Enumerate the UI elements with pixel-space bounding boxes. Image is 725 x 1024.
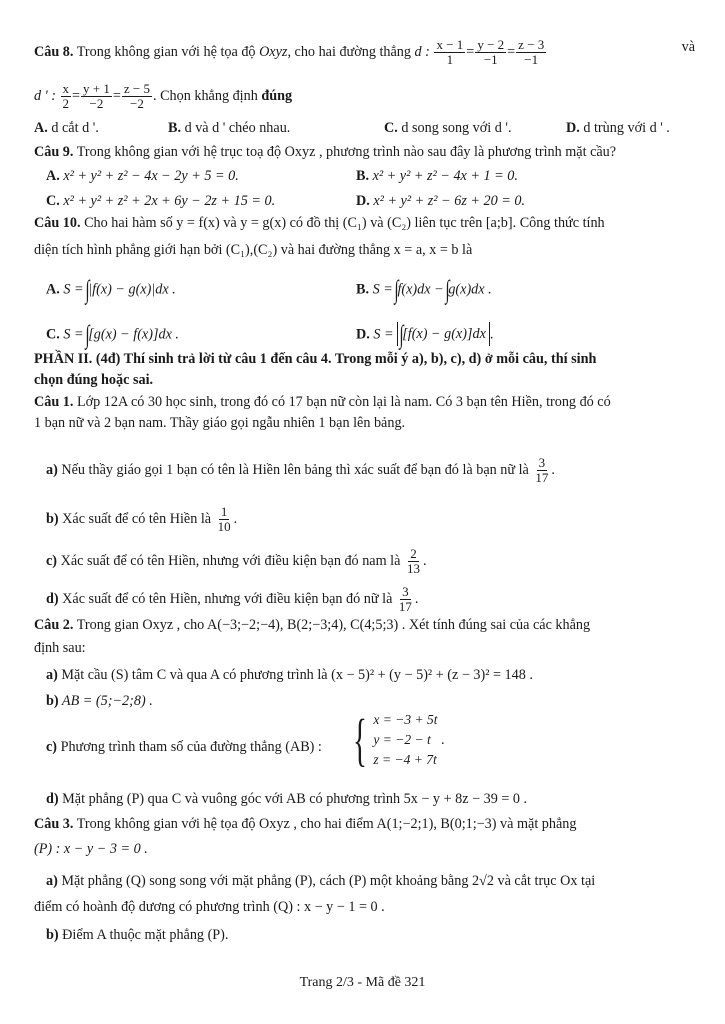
q10-option-b: B. S = ∫f(x)dx − ∫g(x)dx . xyxy=(356,275,492,304)
integral-sign: ∫ xyxy=(394,275,400,304)
q8-option-c: C. d song song với d '. xyxy=(384,120,512,136)
integral-sign: ∫ xyxy=(445,275,450,304)
p1-item-d: d) Xác suất để có tên Hiền, nhưng với điều kiện bạn đó nữ là $\frac{3}{17}$ . xyxy=(46,584,419,614)
p2-item-a: a) Mặt cầu (S) tâm C và qua A có phương trình là (x − 5)² + (y − 5)² + (z − 3)² = 148 . xyxy=(46,667,533,683)
q8-option-d: D. d trùng với d ' . xyxy=(566,120,670,136)
brace-icon: { xyxy=(352,707,367,772)
integral-sign: ∫ xyxy=(85,275,90,304)
part2-heading: PHẦN II. (4đ) Thí sinh trả lời từ câu 1 đến câu 4. Trong mỗi ý a), b), c), d) ở mỗi câu, thí sinh xyxy=(34,351,597,367)
q8-d-name: d : xyxy=(414,43,430,60)
q8-label: Câu 8. xyxy=(34,43,74,60)
p3-item-a: a) Mặt phẳng (Q) song song với mặt phẳng (P), cách (P) một khoảng bằng 2√2 và cắt trục Ox tại xyxy=(46,873,596,889)
q8-frac2: $\frac{y - 2}{-1}$ xyxy=(477,37,505,67)
q10-option-d: D. S = ∫[f(x) − g(x)]dx . xyxy=(356,320,494,349)
q8-frac3: $\frac{z - 3}{-1}$ xyxy=(518,37,545,67)
p1-item-b: b) Xác suất để có tên Hiền là $\frac{1}{10}$ . xyxy=(46,504,238,534)
q9-question: Câu 9. Trong không gian với hệ trục toạ độ Oxyz , phương trình nào sau đây là phương trình mặt cầu? xyxy=(34,144,617,160)
q9-option-a: A. x² + y² + z² − 4x − 2y + 5 = 0. xyxy=(46,168,239,184)
q8-frac5: $\frac{y + 1}{-2}$ xyxy=(83,81,110,111)
p2-line1: Câu 2. Trong gian Oxyz , cho A(−3;−2;−4), B(2;−3;4), C(4;5;3) . Xét tính đúng sai của các khẳng xyxy=(34,617,591,633)
p3-line2: (P) : x − y − 3 = 0 . xyxy=(34,841,148,857)
q8-tail: . Chọn khẳng định xyxy=(152,87,262,104)
q10-option-a: A. S = ∫|f(x) − g(x)|dx . xyxy=(46,275,176,304)
p3-item-a-cont: điểm có hoành độ dương có phương trình (Q) : x − y − 1 = 0 . xyxy=(34,899,385,915)
p1-item-c: c) Xác suất để có tên Hiền, nhưng với điều kiện bạn đó nam là $\frac{2}{13}$ . xyxy=(46,546,427,576)
q8-oxyz: Oxyz xyxy=(259,43,288,60)
q8-tail-bold: đúng xyxy=(261,87,293,104)
p3-line1: Câu 3. Trong không gian với hệ tọa độ Oxyz , cho hai điểm A(1;−2;1), B(0;1;−3) và mặt phẳng xyxy=(34,816,577,832)
p2-item-b: b) AB = (5;−2;8) . xyxy=(46,693,153,709)
q10-line2: diện tích hình phẳng giới hạn bởi (C₁),(C₂) và hai đường thẳng x = a, x = b là xyxy=(34,242,473,258)
part2-heading-cont: chọn đúng hoặc sai. xyxy=(34,372,154,388)
page-footer: Trang 2/3 - Mã đề 321 xyxy=(299,975,426,990)
p1-item-a: a) Nếu thầy giáo gọi 1 bạn có tên là Hiền lên bảng thì xác suất để bạn đó là bạn nữ là $\frac{3}{17}$ . xyxy=(46,455,555,485)
p2-line2: định sau: xyxy=(34,640,86,656)
p1-line2: 1 bạn nữ và 2 bạn nam. Thầy giáo gọi ngẫu nhiên 1 bạn lên bảng. xyxy=(34,415,406,431)
q8-option-a: A. d cắt d '. xyxy=(34,120,99,136)
q8-text: Trong không gian với hệ tọa độ xyxy=(73,43,260,60)
q8-text2: , cho hai đường thẳng xyxy=(287,43,415,60)
q9-option-d: D. x² + y² + z² − 6z + 20 = 0. xyxy=(356,193,526,209)
param-system: { x = −3 + 5t y = −2 − t z = −4 + 7t . xyxy=(352,707,445,772)
q10-line1: Câu 10. Cho hai hàm số y = f(x) và y = g(x) có đồ thị (C₁) và (C₂) liên tục trên [a;b]. Công thức tính xyxy=(34,215,605,231)
q8-dprime-name: d ' : xyxy=(34,87,56,104)
p1-line1: Câu 1. Lớp 12A có 30 học sinh, trong đó có 17 bạn nữ còn lại là nam. Có 3 bạn tên Hiền, trong đó có xyxy=(34,394,611,410)
q8-line1: Câu 8. Trong không gian với hệ tọa độ Oxyz, cho hai đường thẳng d : $\frac{x - 1}{1}$ = $\frac{y - 2}{-1}$ = $\frac{z - 3}{-1}$ và xyxy=(34,37,695,67)
q8-option-b: B. d và d ' chéo nhau. xyxy=(168,120,291,136)
p3-item-b: b) Điểm A thuộc mặt phẳng (P). xyxy=(46,927,229,943)
q10-option-c: C. S = ∫[g(x) − f(x)]dx . xyxy=(46,320,179,349)
q8-frac6: $\frac{z - 5}{-2}$ xyxy=(123,81,150,111)
q8-line2: d ' : $\frac{x}{2}$ = $\frac{y + 1}{-2}$ = $\frac{z - 5}{-2}$ . Chọn khẳng định đúng xyxy=(34,81,293,111)
q8-frac1: $\frac{x - 1}{1}$ xyxy=(436,37,464,67)
q9-option-b: B. x² + y² + z² − 4x + 1 = 0. xyxy=(356,168,518,184)
p2-item-d: d) Mặt phẳng (P) qua C và vuông góc với AB có phương trình 5x − y + 8z − 39 = 0 . xyxy=(46,791,528,807)
q8-and: và xyxy=(681,39,695,55)
p2-item-c: c) Phương trình tham số của đường thẳng (AB) : { x = −3 + 5t y = −2 − t z = −4 + 7t . xyxy=(46,707,445,772)
q8-frac4: $\frac{x}{2}$ xyxy=(62,81,69,111)
integral-sign: ∫ xyxy=(85,320,90,349)
q9-option-c: C. x² + y² + z² + 2x + 6y − 2z + 15 = 0. xyxy=(46,193,276,209)
integral-sign: ∫ xyxy=(399,320,404,349)
